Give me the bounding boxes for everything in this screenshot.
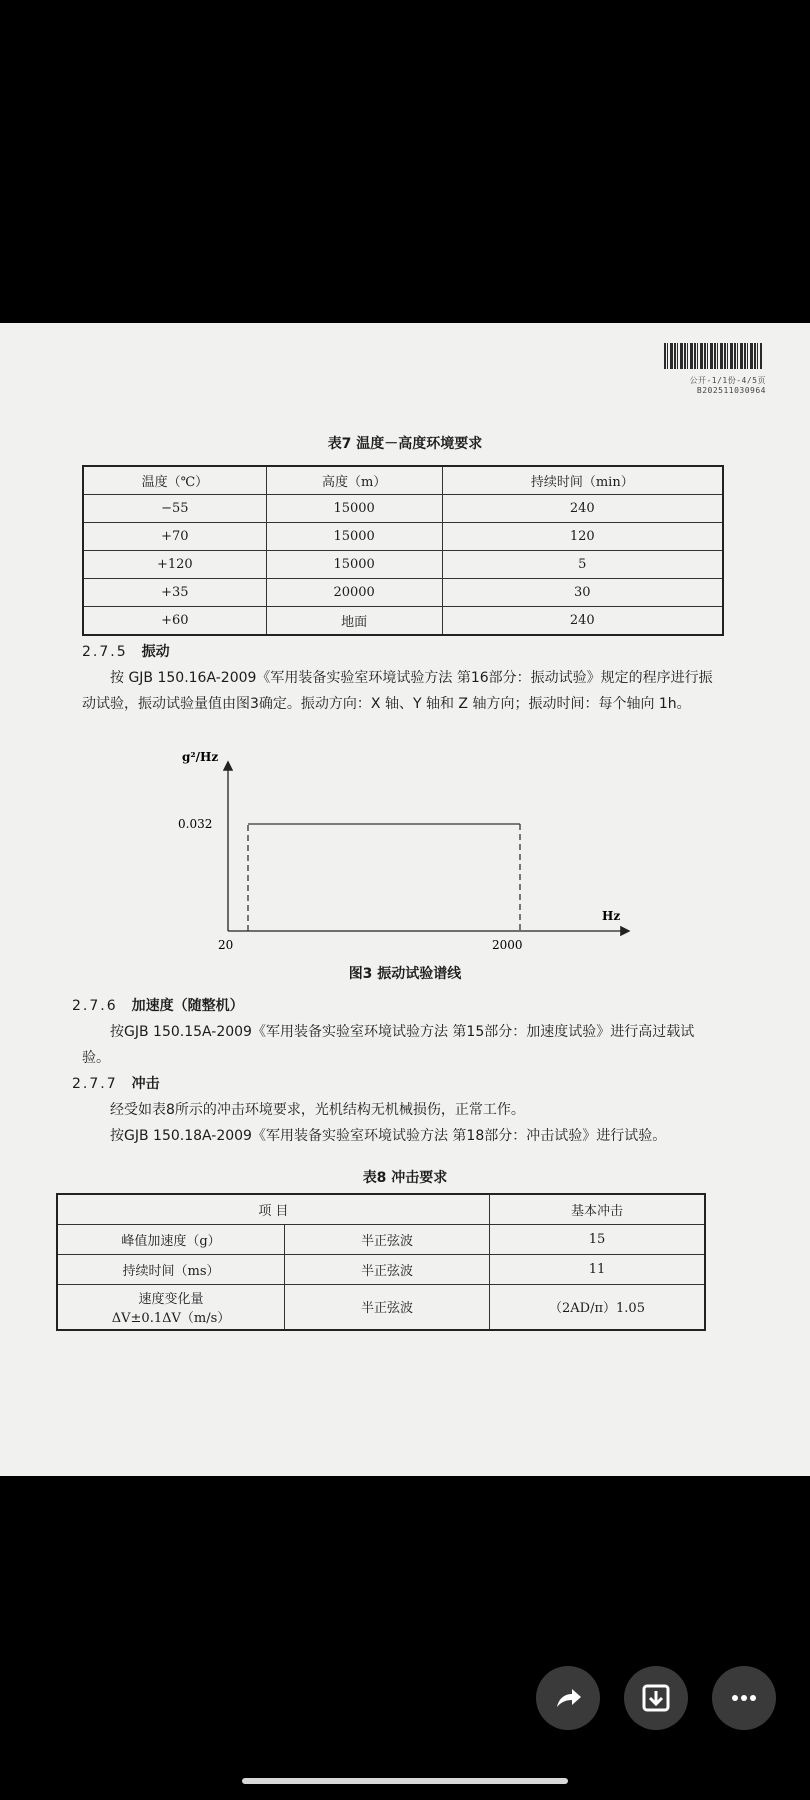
- section-title: 加速度（随整机）: [131, 998, 244, 1014]
- y-axis-label: g²/Hz: [182, 750, 219, 764]
- table-cell: +120: [83, 551, 266, 579]
- figure3-caption: 图3 振动试验谱线: [348, 966, 462, 982]
- table-cell: 240: [442, 495, 723, 523]
- table8: [56, 1193, 706, 1331]
- section-number: 2.7.6: [72, 998, 118, 1014]
- table-cell: +60: [83, 607, 266, 636]
- more-button[interactable]: [712, 1666, 776, 1730]
- table-header-cell: 项 目: [57, 1194, 490, 1224]
- more-icon: [727, 1681, 761, 1715]
- table-row: [83, 579, 723, 607]
- table8-caption: 表8 冲击要求: [362, 1170, 448, 1186]
- document-stamp-line1: 公开-1/1份-4/5页: [689, 376, 766, 385]
- table-cell: +35: [83, 579, 266, 607]
- table-cell: +70: [83, 523, 266, 551]
- download-icon: [639, 1681, 673, 1715]
- table-header-cell: 持续时间（min）: [442, 466, 723, 495]
- table-row: [57, 1224, 705, 1254]
- table-cell: −55: [83, 495, 266, 523]
- table-header-cell: 温度（℃）: [83, 466, 266, 495]
- share-icon: [551, 1681, 585, 1715]
- table7-caption: 表7 温度－高度环境要求: [327, 436, 483, 452]
- section-number: 2.7.7: [72, 1076, 118, 1092]
- section-2-7-5-heading: [82, 641, 170, 661]
- section-2-7-7-heading: [72, 1073, 160, 1093]
- table-row: [83, 551, 723, 579]
- table-header-row: [57, 1194, 705, 1224]
- table-cell: （2AD/π）1.05: [490, 1284, 706, 1330]
- table7: [82, 465, 724, 636]
- table-header-row: [83, 466, 723, 495]
- table-row: [83, 523, 723, 551]
- table-cell: 30: [442, 579, 723, 607]
- table-header-cell: 基本冲击: [490, 1194, 706, 1224]
- table-cell: 15000: [266, 495, 442, 523]
- table-cell: 半正弦波: [285, 1284, 490, 1330]
- download-button[interactable]: [624, 1666, 688, 1730]
- section-number: 2.7.5: [82, 644, 128, 660]
- table-cell: 峰值加速度（g）: [57, 1224, 285, 1254]
- table-cell: 20000: [266, 579, 442, 607]
- table-row: [57, 1284, 705, 1330]
- table-cell: 持续时间（ms）: [57, 1254, 285, 1284]
- vibration-spectrum-chart: [170, 743, 650, 953]
- table-cell: 240: [442, 607, 723, 636]
- section-2-7-7-paragraph-1: 经受如表8所示的冲击环境要求，光机结构无机械损伤，正常工作。: [110, 1102, 525, 1118]
- section-2-7-6-paragraph: 按GJB 150.15A-2009《军用装备实验室环境试验方法 第15部分：加速度试验》进行高过载试验。: [82, 1024, 695, 1066]
- table-cell: 11: [490, 1254, 706, 1284]
- x-axis-label: Hz: [602, 909, 621, 923]
- table-cell: 15000: [266, 551, 442, 579]
- table-cell: 120: [442, 523, 723, 551]
- section-2-7-5-paragraph: 按 GJB 150.16A-2009《军用装备实验室环境试验方法 第16部分：振动试验》规定的程序进行振动试验，振动试验量值由图3确定。振动方向：X 轴、Y 轴和 Z 轴方向；振动时间：每个轴向 1h。: [82, 670, 713, 712]
- table-cell: 15000: [266, 523, 442, 551]
- table-cell: 15: [490, 1224, 706, 1254]
- barcode-image: [664, 343, 762, 369]
- section-2-7-6-heading: [72, 995, 244, 1015]
- table-cell: [57, 1284, 285, 1330]
- table-cell: 地面: [266, 607, 442, 636]
- x-tick-label: 20: [218, 938, 234, 952]
- table-row: [83, 495, 723, 523]
- table-row: [57, 1254, 705, 1284]
- table-header-cell: 高度（m）: [266, 466, 442, 495]
- table-cell: 半正弦波: [285, 1254, 490, 1284]
- table-row: [83, 607, 723, 636]
- document-stamp-line2: B202511030964: [696, 386, 766, 395]
- section-2-7-7-paragraph-2: 按GJB 150.18A-2009《军用装备实验室环境试验方法 第18部分：冲击试验》进行试验。: [110, 1128, 667, 1144]
- share-button[interactable]: [536, 1666, 600, 1730]
- section-title: 振动: [141, 644, 170, 660]
- x-tick-label: 2000: [492, 938, 523, 952]
- home-indicator[interactable]: [242, 1778, 568, 1784]
- table-cell: 5: [442, 551, 723, 579]
- table-cell: 半正弦波: [285, 1224, 490, 1254]
- section-title: 冲击: [131, 1076, 160, 1092]
- table-cell-line: ΔV±0.1ΔV（m/s）: [111, 1310, 231, 1326]
- y-tick-label: 0.032: [178, 817, 213, 831]
- document-photo: [0, 323, 810, 1476]
- table-cell-line: 速度变化量: [138, 1291, 204, 1307]
